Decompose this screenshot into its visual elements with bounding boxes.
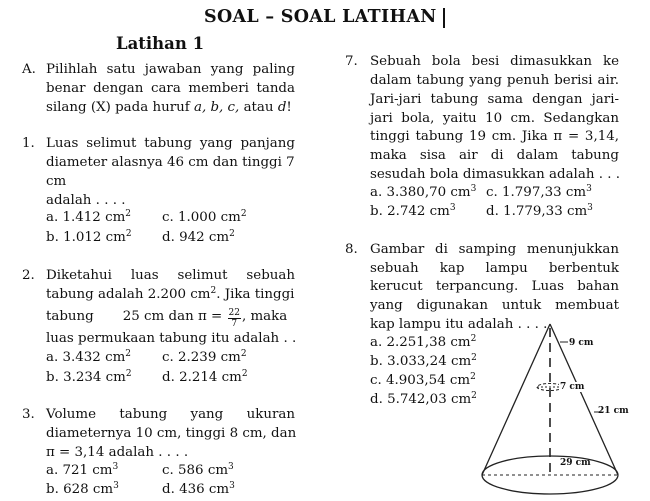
question-text: tabung adalah 2.200 cm bbox=[46, 287, 211, 302]
unit-exponent: 2 bbox=[470, 372, 476, 382]
instruction-line: Pilihlah satu jawaban yang paling bbox=[46, 62, 295, 77]
instruction-line: benar dengan cara memberi tanda bbox=[46, 81, 295, 96]
question-line: Volume tabung yang ukuran bbox=[46, 407, 295, 422]
section-title: Latihan 1 bbox=[116, 34, 205, 53]
instruction-text: silang (X) pada huruf bbox=[46, 100, 194, 115]
question-line: π = 3,14 adalah . . . . bbox=[46, 445, 189, 460]
label-bottom-diameter: 29 cm bbox=[560, 458, 591, 468]
unit-exponent: 3 bbox=[470, 184, 477, 194]
option-text: d. 5.742,03 cm bbox=[370, 392, 472, 407]
option-d[interactable] bbox=[162, 368, 248, 387]
question-line bbox=[46, 307, 287, 329]
label-slant-top: 9 cm bbox=[569, 338, 594, 348]
question-line: Diketahui luas selimut sebuah bbox=[46, 268, 295, 283]
option-a[interactable] bbox=[46, 461, 118, 480]
question-number: 3. bbox=[22, 407, 35, 422]
question-text: 25 cm dan π = bbox=[122, 309, 223, 324]
instruction-line bbox=[46, 98, 292, 117]
question-line: kap lampu itu adalah . . . . bbox=[370, 317, 548, 332]
question-line: diameternya 10 cm, tinggi 8 cm, dan bbox=[46, 426, 297, 441]
option-b[interactable] bbox=[370, 352, 477, 371]
text-cursor bbox=[443, 8, 445, 28]
unit-exponent: 3 bbox=[449, 203, 456, 213]
fraction-22-7 bbox=[228, 308, 241, 329]
unit-exponent: 3 bbox=[228, 462, 234, 472]
unit-exponent: 2 bbox=[210, 286, 217, 296]
option-b[interactable] bbox=[370, 202, 456, 221]
question-line: tinggi tabung 19 cm. Jika π = 3,14, bbox=[370, 129, 619, 144]
instruction-text: atau bbox=[239, 100, 278, 115]
option-c[interactable] bbox=[486, 183, 592, 202]
option-text: b. 3.234 cm bbox=[46, 370, 126, 385]
question-line: cm bbox=[46, 174, 67, 189]
instruction-letter-d: d bbox=[277, 100, 287, 115]
question-line bbox=[46, 285, 294, 304]
question-number: 8. bbox=[345, 242, 358, 257]
option-text: c. 586 cm bbox=[162, 463, 229, 478]
unit-exponent: 2 bbox=[240, 209, 247, 219]
unit-exponent: 2 bbox=[125, 229, 132, 239]
option-text: c. 4.903,54 cm bbox=[370, 373, 471, 388]
label-slant: 21 cm bbox=[598, 406, 629, 416]
unit-exponent: 2 bbox=[470, 334, 477, 344]
instruction-end: ! bbox=[286, 100, 292, 115]
option-c[interactable] bbox=[162, 348, 247, 367]
option-a[interactable] bbox=[370, 183, 476, 202]
question-line: Jari-jari tabung sama dengan jari- bbox=[370, 92, 619, 107]
unit-exponent: 2 bbox=[240, 349, 247, 359]
option-c[interactable] bbox=[162, 461, 234, 480]
unit-exponent: 2 bbox=[125, 209, 132, 219]
unit-exponent: 2 bbox=[125, 349, 132, 359]
question-line: jari bola, yaitu 10 cm. Sedangkan bbox=[370, 111, 619, 126]
question-line: Luas selimut tabung yang panjang bbox=[46, 136, 295, 151]
option-text: d. 436 cm bbox=[162, 482, 230, 497]
fraction-denominator: 7 bbox=[231, 319, 238, 329]
option-a[interactable] bbox=[46, 348, 131, 367]
option-a[interactable] bbox=[370, 333, 476, 352]
option-text: c. 2.239 cm bbox=[162, 350, 241, 365]
unit-exponent: 2 bbox=[471, 353, 477, 363]
question-line: dalam tabung yang penuh berisi air. bbox=[370, 73, 619, 88]
unit-exponent: 2 bbox=[229, 229, 235, 239]
question-line: kerucut terpancung. Luas bahan bbox=[370, 279, 619, 294]
question-line: sebuah kap lampu berbentuk bbox=[370, 261, 619, 276]
question-text: . Jika tinggi bbox=[216, 287, 295, 302]
option-text: a. 2.251,38 cm bbox=[370, 335, 471, 350]
unit-exponent: 2 bbox=[471, 391, 477, 401]
unit-exponent: 2 bbox=[241, 369, 248, 379]
option-b[interactable] bbox=[46, 228, 132, 247]
cone-left-edge bbox=[482, 324, 550, 475]
option-d[interactable] bbox=[370, 390, 477, 409]
question-text: , maka bbox=[241, 309, 288, 324]
question-line: Gambar di samping menunjukkan bbox=[370, 242, 619, 257]
unit-exponent: 3 bbox=[586, 184, 592, 194]
question-number: 7. bbox=[345, 54, 358, 69]
option-text: c. 1.000 cm bbox=[162, 210, 241, 225]
question-line: maka sisa air di dalam tabung bbox=[370, 148, 619, 163]
unit-exponent: 3 bbox=[587, 203, 593, 213]
question-number: 1. bbox=[22, 136, 35, 151]
option-b[interactable] bbox=[46, 368, 132, 387]
option-text: a. 3.380,70 cm bbox=[370, 185, 471, 200]
option-c[interactable] bbox=[162, 208, 247, 227]
option-text: b. 1.012 cm bbox=[46, 230, 126, 245]
question-line: yang digunakan untuk membuat bbox=[370, 298, 619, 313]
question-line: diameter alasnya 46 cm dan tinggi 7 bbox=[46, 155, 295, 170]
unit-exponent: 2 bbox=[125, 369, 132, 379]
option-text: d. 2.214 cm bbox=[162, 370, 242, 385]
question-line: luas permukaan tabung itu adalah . . bbox=[46, 331, 297, 346]
unit-exponent: 3 bbox=[113, 481, 119, 491]
option-text: b. 3.033,24 cm bbox=[370, 354, 472, 369]
question-line: Sebuah bola besi dimasukkan ke bbox=[370, 54, 619, 69]
option-text: b. 2.742 cm bbox=[370, 204, 450, 219]
option-c[interactable] bbox=[370, 371, 476, 390]
question-text: tabung bbox=[46, 309, 94, 324]
option-a[interactable] bbox=[46, 208, 131, 227]
unit-exponent: 3 bbox=[229, 481, 235, 491]
option-d[interactable] bbox=[162, 480, 235, 499]
option-text: a. 721 cm bbox=[46, 463, 113, 478]
option-text: a. 1.412 cm bbox=[46, 210, 126, 225]
option-d[interactable] bbox=[162, 228, 235, 247]
question-number: 2. bbox=[22, 268, 35, 283]
option-text: a. 3.432 cm bbox=[46, 350, 126, 365]
instruction-letter: A. bbox=[22, 62, 36, 77]
page-title: SOAL – SOAL LATIHAN bbox=[204, 7, 437, 27]
option-text: d. 1.779,33 cm bbox=[486, 204, 588, 219]
option-b[interactable] bbox=[46, 480, 119, 499]
label-top-diameter: 7 cm bbox=[560, 382, 585, 392]
instruction-letters: a, b, c, bbox=[193, 100, 240, 115]
option-d[interactable] bbox=[486, 202, 593, 221]
option-text: d. 942 cm bbox=[162, 230, 230, 245]
option-text: b. 628 cm bbox=[46, 482, 114, 497]
fraction-numerator: 22 bbox=[228, 308, 240, 318]
question-line: sesudah bola dimasukkan adalah . . . bbox=[370, 167, 620, 182]
unit-exponent: 3 bbox=[112, 462, 119, 472]
question-line: adalah . . . . bbox=[46, 193, 126, 208]
option-text: c. 1.797,33 cm bbox=[486, 185, 587, 200]
